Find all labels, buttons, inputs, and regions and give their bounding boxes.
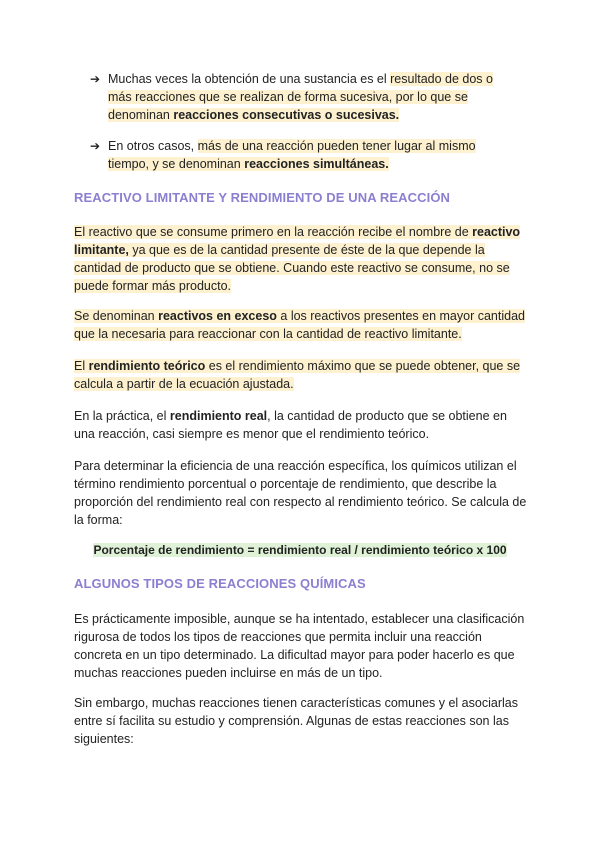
bold-term: reactivo limitante, bbox=[74, 225, 521, 257]
paragraph-text: es el rendimiento máximo que se puede obtener, que se calcula a partir de la ecuación ajustada. bbox=[74, 359, 521, 391]
bold-term: rendimiento real bbox=[169, 409, 268, 423]
percent-yield-formula bbox=[0, 541, 600, 559]
paragraph-highlight bbox=[74, 309, 525, 341]
paragraph-theoretical-yield bbox=[74, 357, 530, 393]
paragraph-excess-reagents bbox=[74, 307, 530, 343]
bullet-bold-term: reacciones consecutivas o sucesivas. bbox=[173, 108, 400, 122]
paragraph-text: , la cantidad de producto que se obtiene en una reacción, casi siempre es menor que el rendimiento teórico. bbox=[74, 409, 507, 441]
arrow-bullet-icon: ➔ bbox=[90, 72, 101, 86]
bold-term: rendimiento teórico bbox=[88, 359, 206, 373]
paragraph-common-features: Sin embargo, muchas reacciones tienen características comunes y el asociarlas entre sí facilita su estudio y comprensión. Algunas de estas reacciones son las siguientes: bbox=[74, 696, 518, 746]
bullet-text-plain: Muchas veces la obtención de una sustancia es el bbox=[108, 72, 391, 86]
bullet-highlight-text: más de una reacción pueden tener lugar al mismo tiempo, y se denominan bbox=[108, 139, 476, 171]
paragraph-percent-yield: Para determinar la eficiencia de una reacción específica, los químicos utilizan el término rendimiento porcentual o porcentaje de rendimiento, que describe la proporción del rendimiento real con respecto al rendimiento teórico. Se calcula de la forma: bbox=[74, 459, 527, 527]
formula-text: Porcentaje de rendimiento = rendimiento real / rendimiento teórico x 100 bbox=[93, 543, 507, 557]
bold-term: reactivos en exceso bbox=[158, 309, 277, 323]
paragraph-text: En la práctica, el bbox=[74, 409, 170, 423]
paragraph-text: El reactivo que se consume primero en la reacción recibe el nombre de bbox=[74, 225, 473, 239]
paragraph-text: a los reactivos presentes en mayor cantidad que la necesaria para reaccionar con la cantidad de reactivo limitante. bbox=[74, 309, 525, 341]
bullet-text-plain: En otros casos, bbox=[108, 139, 198, 153]
bullet-highlight-text: resultado de dos o más reacciones que se realizan de forma sucesiva, por lo que se denominan bbox=[108, 72, 493, 122]
bullet-text bbox=[108, 137, 518, 173]
bullet-text bbox=[108, 70, 518, 124]
section-heading-limiting-reagent: REACTIVO LIMITANTE Y RENDIMIENTO DE UNA REACCIÓN bbox=[74, 190, 451, 205]
paragraph-limiting-reagent bbox=[74, 223, 530, 295]
section-heading-reaction-types: ALGUNOS TIPOS DE REACCIONES QUÍMICAS bbox=[74, 576, 366, 591]
paragraph-highlight bbox=[74, 225, 520, 293]
paragraph-highlight bbox=[74, 359, 520, 391]
arrow-bullet-icon: ➔ bbox=[90, 139, 101, 153]
bullet-bold-term: reacciones simultáneas. bbox=[244, 157, 389, 171]
paragraph-text: El bbox=[74, 359, 89, 373]
paragraph-text: Se denominan bbox=[74, 309, 159, 323]
paragraph-classification: Es prácticamente imposible, aunque se ha intentado, establecer una clasificación rigurosa de todos los tipos de reacciones que permita incluir una reacción concreta en un tipo determinado. La dificultad mayor para poder hacerlo es que muchas reacciones pueden incluirse en más de un tipo. bbox=[74, 612, 525, 680]
paragraph-text: ya que es de la cantidad presente de éste de la que depende la cantidad de producto que se obtiene. Cuando este reactivo se consume, no se puede formar más producto. bbox=[74, 243, 510, 293]
paragraph-actual-yield bbox=[74, 407, 530, 443]
